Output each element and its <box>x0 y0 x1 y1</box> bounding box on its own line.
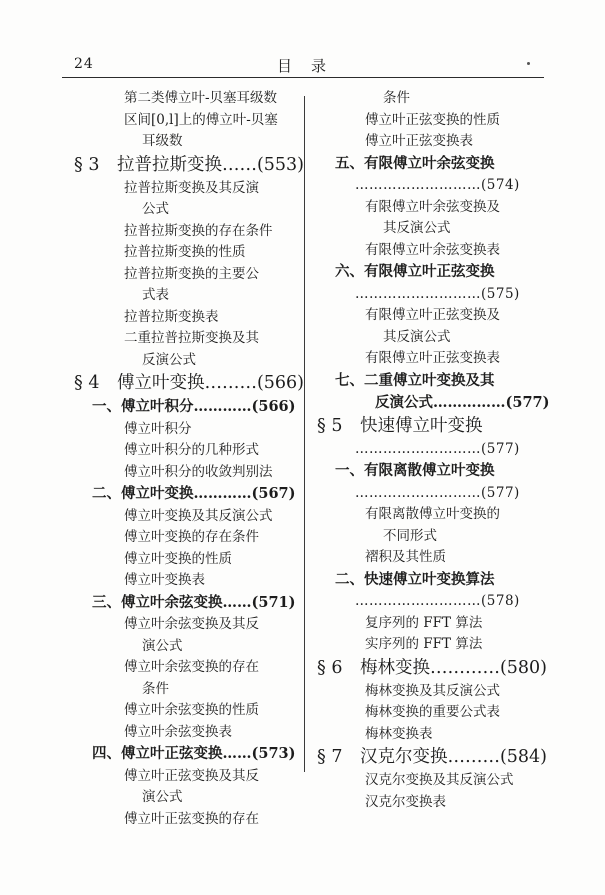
toc-line: 傅立叶变换表 <box>124 572 205 588</box>
toc-line: 有限傅立叶正弦变换及 <box>365 307 500 323</box>
toc-line: § 5 快速傅立叶变换 <box>317 415 483 436</box>
toc-line: ………………………(578) <box>355 593 520 609</box>
toc-line: 傅立叶积分的收敛判别法 <box>124 463 273 480</box>
toc-line: 式表 <box>142 287 169 303</box>
toc-line: 傅立叶正弦变换的存在 <box>124 810 259 827</box>
toc-column-left <box>62 88 303 830</box>
toc-line: 区间[0,l]上的傅立叶-贝塞 <box>124 111 278 128</box>
toc-line: 傅立叶积分 <box>124 420 192 437</box>
toc-line: 拉普拉斯变换表 <box>124 308 219 325</box>
toc-line: 有限离散傅立叶变换的 <box>365 506 500 522</box>
toc-line: 汉克尔变换及其反演公式 <box>365 772 514 788</box>
toc-line: 三、傅立叶余弦变换……(571) <box>92 593 296 611</box>
toc-line: 傅立叶变换及其反演公式 <box>124 507 273 524</box>
toc-line: § 7 汉克尔变换………(584) <box>317 747 548 767</box>
toc-columns <box>62 88 550 830</box>
toc-line: 汉克尔变换表 <box>365 793 446 810</box>
toc-line: 有限傅立叶余弦变换表 <box>365 241 500 258</box>
toc-line: 反演公式……………(577) <box>375 394 550 411</box>
toc-line: 梅林变换表 <box>365 725 433 742</box>
toc-line: 反演公式 <box>142 351 196 368</box>
toc-line: 二、快速傅立叶变换算法 <box>335 570 495 588</box>
toc-line: 傅立叶正弦变换的性质 <box>365 111 500 128</box>
header-rule <box>62 77 544 78</box>
toc-line: 条件 <box>142 680 169 697</box>
toc-line: 条件 <box>383 90 410 106</box>
toc-line: 七、二重傅立叶变换及其 <box>335 371 495 389</box>
toc-line: ………………………(575) <box>355 285 520 302</box>
toc-line: 其反演公式 <box>383 328 451 345</box>
toc-line: ………………………(574) <box>355 177 520 193</box>
toc-line: 二重拉普拉斯变换及其 <box>124 330 259 346</box>
toc-line: 不同形式 <box>383 527 437 544</box>
toc-line: 公式 <box>142 201 169 217</box>
toc-line: 傅立叶余弦变换的存在 <box>124 659 259 675</box>
toc-line: 第二类傅立叶-贝塞耳级数 <box>124 90 278 106</box>
toc-line: ………………………(577) <box>355 484 520 501</box>
toc-line: 六、有限傅立叶正弦变换 <box>335 263 495 280</box>
toc-line: 四、傅立叶正弦变换……(573) <box>92 745 296 762</box>
toc-line: 拉普拉斯变换的主要公 <box>124 265 259 282</box>
toc-line: 一、有限离散傅立叶变换 <box>335 462 495 479</box>
toc-line: § 6 梅林变换…………(580) <box>317 657 548 678</box>
toc-line: 傅立叶余弦变换表 <box>124 723 232 740</box>
toc-line: 褶积及其性质 <box>365 549 446 565</box>
toc-line: 拉普拉斯变换及其反演 <box>124 179 259 196</box>
toc-line: 实序列的 FFT 算法 <box>365 636 483 652</box>
toc-line: 有限傅立叶正弦变换表 <box>365 350 500 366</box>
toc-line: 耳级数 <box>142 133 183 149</box>
column-divider-rule <box>304 96 305 772</box>
toc-line: 梅林变换的重要公式表 <box>365 704 500 720</box>
toc-line: 其反演公式 <box>383 220 451 236</box>
toc-line: 傅立叶积分的几种形式 <box>124 442 259 458</box>
toc-line: 傅立叶正弦变换及其反 <box>124 767 259 784</box>
toc-line: 拉普拉斯变换的性质 <box>124 244 246 260</box>
toc-line: 有限傅立叶余弦变换及 <box>365 198 500 215</box>
toc-column-right <box>303 88 550 830</box>
toc-line: 傅立叶正弦变换表 <box>365 133 473 149</box>
toc-line: 傅立叶变换的存在条件 <box>124 529 259 545</box>
toc-line: ………………………(577) <box>355 440 520 457</box>
toc-line: 梅林变换及其反演公式 <box>365 682 500 699</box>
toc-line: 演公式 <box>142 637 183 654</box>
page-title: 目 录 <box>276 57 328 75</box>
toc-line: 复序列的 FFT 算法 <box>365 614 483 631</box>
toc-line: 五、有限傅立叶余弦变换 <box>335 154 495 172</box>
toc-line: § 4 傅立叶变换………(566) <box>74 373 305 393</box>
toc-line: 二、傅立叶变换…………(567) <box>92 485 296 502</box>
toc-line: 傅立叶余弦变换及其反 <box>124 616 259 632</box>
scan-speck <box>527 62 530 65</box>
toc-line: 傅立叶余弦变换的性质 <box>124 702 259 718</box>
toc-line: § 3 拉普拉斯变换……(553) <box>74 154 305 175</box>
toc-line: 演公式 <box>142 789 183 805</box>
toc-line: 拉普拉斯变换的存在条件 <box>124 222 273 239</box>
page-number: 24 <box>74 56 94 72</box>
toc-line: 一、傅立叶积分…………(566) <box>92 398 296 415</box>
toc-line: 傅立叶变换的性质 <box>124 550 232 567</box>
